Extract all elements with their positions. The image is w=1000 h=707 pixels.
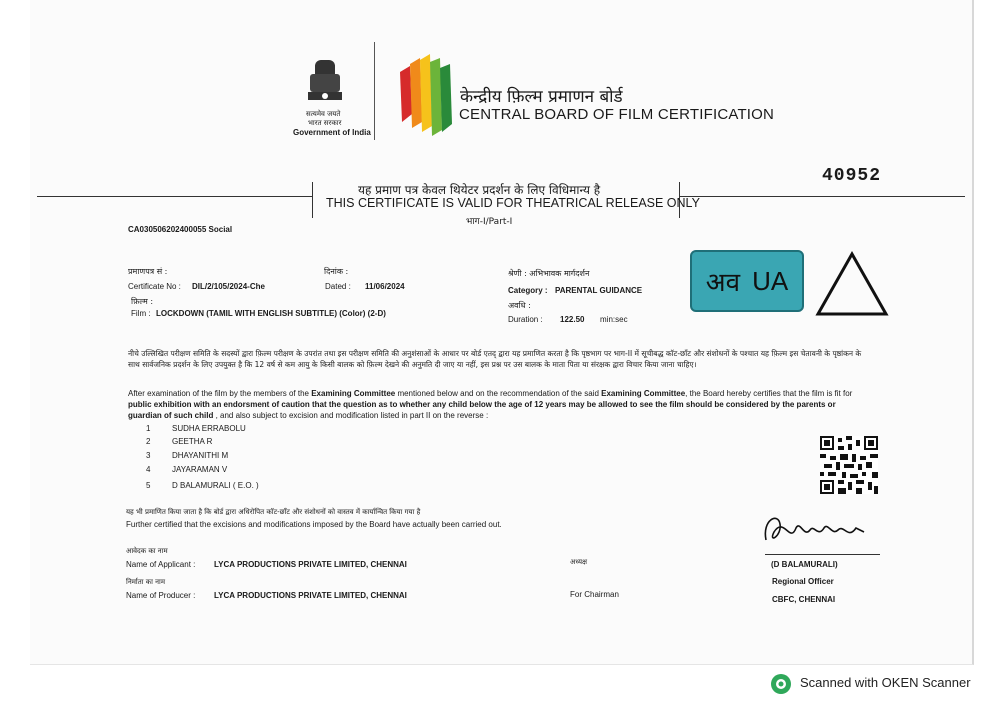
scanner-footer-text: Scanned with OKEN Scanner bbox=[800, 675, 971, 690]
body-hindi-paragraph: नीचे उल्लिखित परीक्षण समिति के सदस्यों द्वारा फ़िल्म परीक्षण के उपरांत तथा इस परीक्षण समिति की अनुशंसाओं के आधार पर बोर्ड एतद् द्वारा यह प्रमाणित करता है कि पृष्ठभाग पर भाग-II में सूचीबद्ध कॉट-छाँट और संशोधनों के पश्चात यह फ़िल्म इस चेतावनी के पृष्ठांकन के साथ सार्वजनिक प्रदर्शन के लिए उपयुक्त है कि 12 वर्ष से कम आयु के किसी बालक को फ़िल्म देखने की अनुमति दी जाए या नहीं, इस प्रश्न पर उस बालक के माता पिता या संरक्षक द्वारा विचार किया जाना चाहिए। bbox=[128, 349, 862, 369]
body-en-text-4: , and also subject to excision and modification listed in part II on the reverse : bbox=[213, 411, 489, 420]
warning-triangle-icon bbox=[814, 250, 890, 318]
category-value: PARENTAL GUIDANCE bbox=[555, 286, 643, 295]
signatory-office: CBFC, CHENNAI bbox=[772, 595, 836, 604]
header-divider bbox=[374, 42, 375, 140]
duration-hi: अवधि : bbox=[508, 301, 531, 310]
banner-hindi: यह प्रमाण पत्र केवल थियेटर प्रदर्शन के लिए विधिमान्य है bbox=[358, 183, 601, 197]
producer-label-hi: निर्माता का नाम bbox=[126, 578, 166, 586]
body-en-text-3: , the Board hereby certifies that the film is fit for bbox=[685, 389, 853, 398]
board-name-en: CENTRAL BOARD OF FILM CERTIFICATION bbox=[459, 106, 775, 123]
committee-no-3: 3 bbox=[146, 451, 151, 460]
committee-member-4: JAYARAMAN V bbox=[172, 465, 228, 474]
applicant-label: Name of Applicant : bbox=[126, 560, 196, 569]
committee-member-2: GEETHA R bbox=[172, 437, 213, 446]
cert-no-hi: प्रमाणपत्र सं : bbox=[128, 267, 168, 276]
duration-value: 122.50 bbox=[560, 315, 585, 324]
scanner-logo-icon bbox=[770, 673, 792, 695]
banner-rule-left bbox=[37, 196, 312, 197]
duration-label: Duration : bbox=[508, 315, 543, 324]
committee-no-1: 1 bbox=[146, 424, 151, 433]
rating-badge bbox=[690, 250, 804, 312]
signatory-name: (D BALAMURALI) bbox=[771, 560, 838, 569]
certificate-serial: 40952 bbox=[822, 166, 882, 186]
banner-english: THIS CERTIFICATE IS VALID FOR THEATRICAL RELEASE ONLY bbox=[326, 196, 700, 210]
applicant-value: LYCA PRODUCTIONS PRIVATE LIMITED, CHENNAI bbox=[214, 560, 407, 569]
film-value: LOCKDOWN (TAMIL WITH ENGLISH SUBTITLE) (Color) (2-D) bbox=[156, 309, 386, 318]
duration-unit: min:sec bbox=[600, 315, 628, 324]
signature-icon bbox=[760, 510, 870, 554]
date-label: Dated : bbox=[325, 282, 351, 291]
cert-no-label: Certificate No : bbox=[128, 282, 181, 291]
government-label: Government of India bbox=[293, 128, 371, 137]
cbfc-logo-icon bbox=[398, 52, 454, 138]
committee-no-2: 2 bbox=[146, 437, 151, 446]
cert-no-value: DIL/2/105/2024-Che bbox=[192, 282, 265, 291]
chairman-english: For Chairman bbox=[570, 590, 619, 599]
committee-no-5: 5 bbox=[146, 481, 151, 490]
emblem-motto: सत्यमेव जयते bbox=[306, 110, 341, 118]
category-hi: श्रेणी : अभिभावक मार्गदर्शन bbox=[508, 269, 590, 278]
committee-member-3: DHAYANITHI M bbox=[172, 451, 229, 460]
producer-label: Name of Producer : bbox=[126, 591, 196, 600]
banner-part: भाग-I/Part-I bbox=[466, 217, 513, 227]
reference-code: CA030506202400055 Social bbox=[128, 225, 233, 234]
chairman-hindi: अध्यक्ष bbox=[570, 558, 588, 566]
applicant-label-hi: आवेदक का नाम bbox=[126, 547, 168, 555]
signatory-title: Regional Officer bbox=[772, 577, 834, 586]
committee-no-4: 4 bbox=[146, 465, 151, 474]
signature-line bbox=[765, 554, 880, 555]
body-en-committee-2: Examining Committee bbox=[601, 389, 686, 398]
further-hindi: यह भी प्रमाणित किया जाता है कि बोर्ड द्वारा अधिरोपित कॉट-छाँट और संशोधनों को वास्तव में कार्यान्वित किया गया है bbox=[126, 508, 421, 516]
body-en-text-1: After examination of the film by the members of the bbox=[128, 389, 312, 398]
emblem-country-hi: भारत सरकार bbox=[308, 119, 342, 127]
body-en-text-2: mentioned below and on the recommendation of the said bbox=[395, 389, 602, 398]
date-value: 11/06/2024 bbox=[365, 282, 405, 291]
committee-member-5: D BALAMURALI ( E.O. ) bbox=[172, 481, 259, 490]
date-hi: दिनांक : bbox=[324, 267, 349, 276]
body-en-caution: public exhibition with an endorsment of caution that the question as to whether any child below the age of 12 years may be allowed to see the film should be considered by the parents or guardian of such child bbox=[128, 400, 836, 420]
banner-rule-right bbox=[680, 196, 965, 197]
board-name-hi: केन्द्रीय फ़िल्म प्रमाणन बोर्ड bbox=[460, 87, 623, 107]
banner-bracket-left bbox=[312, 182, 313, 218]
category-label: Category : bbox=[508, 286, 548, 295]
producer-value: LYCA PRODUCTIONS PRIVATE LIMITED, CHENNAI bbox=[214, 591, 407, 600]
rating-hindi: अव bbox=[705, 268, 741, 298]
qr-code-icon bbox=[820, 436, 878, 494]
rating-english: UA bbox=[752, 265, 789, 296]
committee-member-1: SUDHA ERRABOLU bbox=[172, 424, 246, 433]
film-label: Film : bbox=[131, 309, 151, 318]
film-hi: फ़िल्म : bbox=[131, 297, 154, 306]
further-english: Further certified that the excisions and modifications imposed by the Board have actually been carried out. bbox=[126, 520, 502, 529]
body-en-committee-1: Examining Committee bbox=[311, 389, 396, 398]
body-english-paragraph bbox=[128, 388, 868, 421]
